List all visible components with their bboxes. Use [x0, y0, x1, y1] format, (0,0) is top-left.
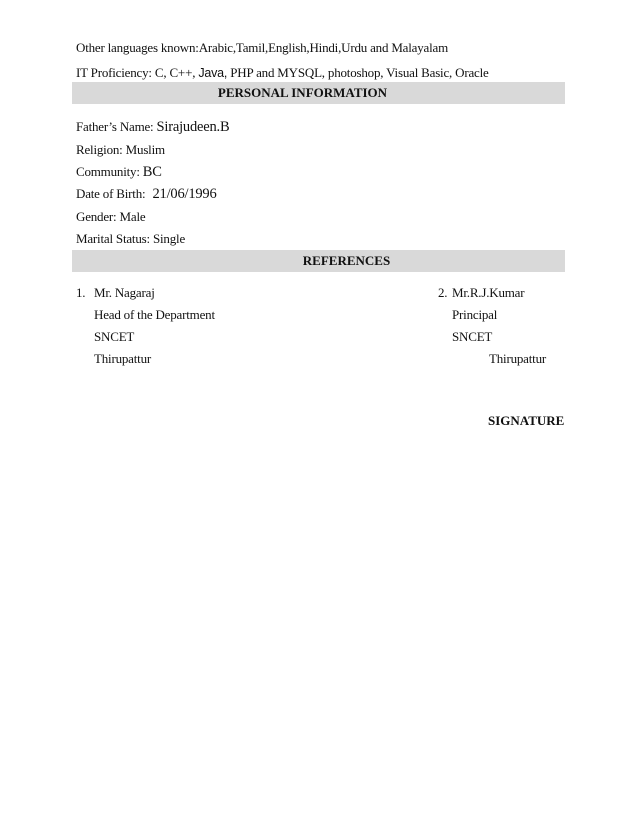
- it-proficiency-java: Java,: [198, 66, 228, 80]
- gender-line: [76, 209, 145, 225]
- languages-label: Other languages known:: [76, 40, 199, 55]
- it-proficiency-part1: C, C++,: [154, 65, 196, 80]
- it-proficiency-line: [76, 65, 489, 81]
- reference-1-org: SNCET: [94, 329, 135, 344]
- reference-2-org: SNCET: [452, 329, 493, 344]
- personal-info-heading: [72, 82, 565, 104]
- references-heading-text: REFERENCES: [302, 253, 391, 268]
- religion-line: [76, 142, 165, 158]
- reference-2-number: 2.: [438, 285, 448, 300]
- languages-line: [76, 40, 448, 56]
- religion-value: Muslim: [125, 142, 165, 157]
- gender-value: Male: [119, 209, 146, 224]
- reference-2-name: Mr.R.J.Kumar: [452, 285, 525, 300]
- reference-1-title: Head of the Department: [94, 307, 215, 322]
- signature-label: SIGNATURE: [488, 413, 565, 428]
- personal-info-heading-text: PERSONAL INFORMATION: [217, 85, 388, 100]
- dob-value: 21/06/1996: [152, 186, 217, 202]
- father-name-value: Sirajudeen.B: [156, 119, 230, 135]
- dob-line: [76, 186, 217, 203]
- religion-label: Religion:: [76, 142, 123, 157]
- community-line: [76, 164, 162, 181]
- marital-status-line: [76, 231, 185, 247]
- gender-label: Gender:: [76, 209, 117, 224]
- father-name-line: [76, 119, 229, 136]
- reference-1-place: Thirupattur: [94, 351, 152, 366]
- it-proficiency-label: IT Proficiency:: [76, 65, 152, 80]
- father-name-label: Father’s Name:: [76, 119, 154, 134]
- marital-status-value: Single: [152, 231, 186, 246]
- reference-2-title: Principal: [452, 307, 498, 322]
- it-proficiency-part2: PHP and MYSQL, photoshop, Visual Basic, Oracle: [230, 65, 489, 80]
- community-label: Community:: [76, 164, 140, 179]
- reference-1-name: Mr. Nagaraj: [94, 285, 155, 300]
- marital-status-label: Marital Status:: [76, 231, 150, 246]
- dob-label: Date of Birth:: [76, 186, 146, 201]
- reference-2-place: Thirupattur: [489, 351, 547, 366]
- languages-value: Arabic,Tamil,English,Hindi,Urdu and Malayalam: [198, 40, 448, 55]
- reference-1-number: 1.: [76, 285, 86, 300]
- community-value: BC: [142, 164, 162, 180]
- references-heading: [72, 250, 565, 272]
